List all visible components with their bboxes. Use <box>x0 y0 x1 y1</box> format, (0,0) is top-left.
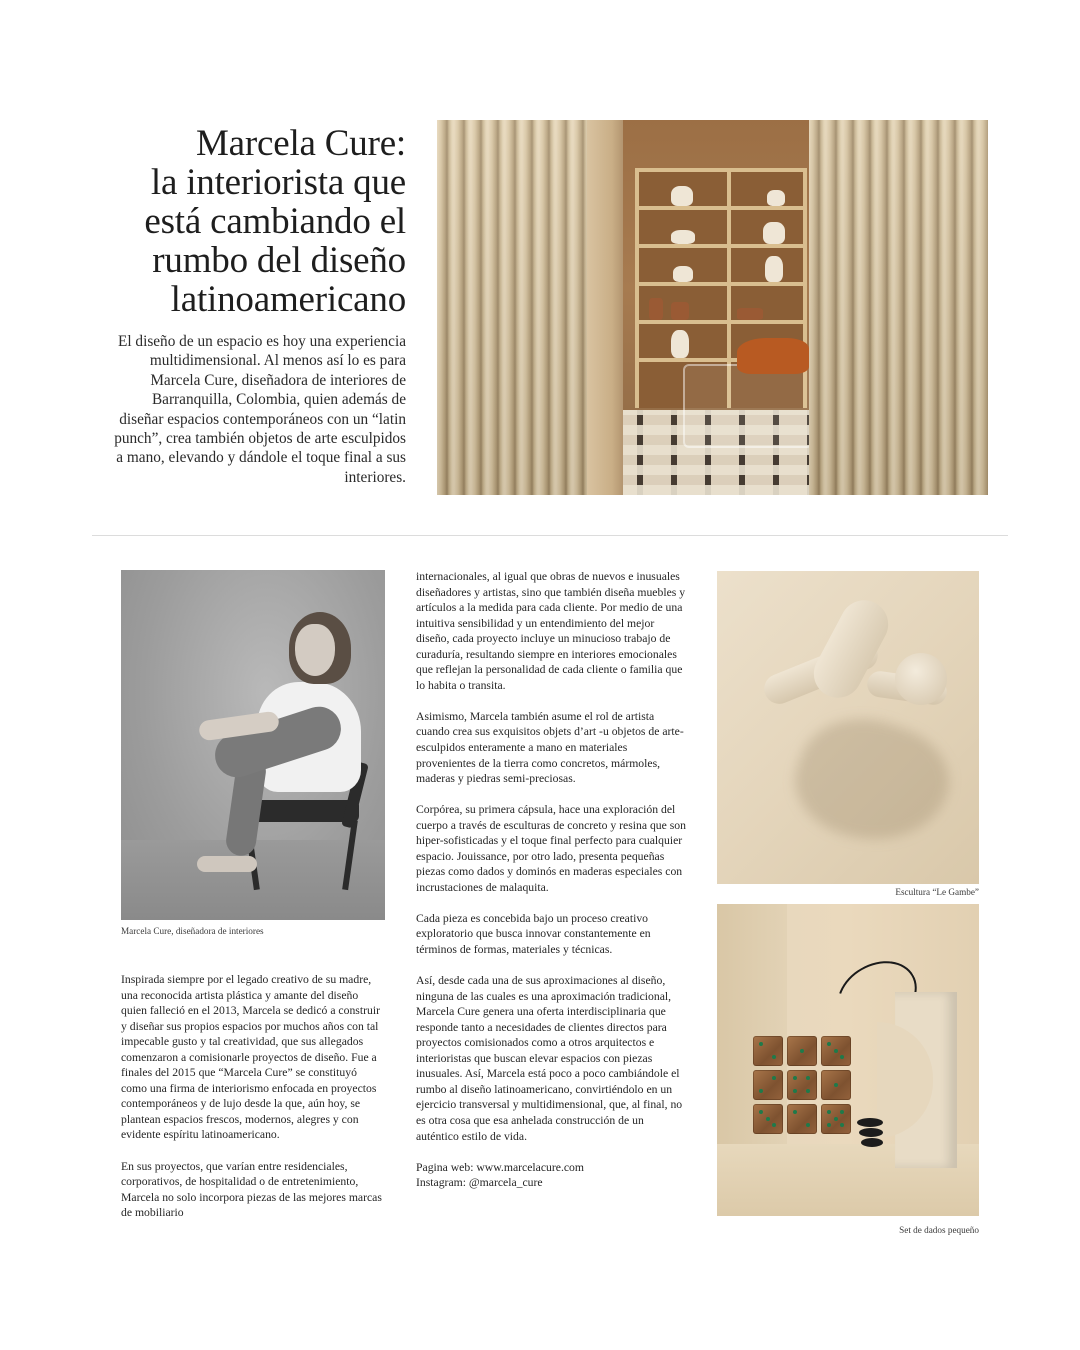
instagram-handle[interactable]: Instagram: @marcela_cure <box>416 1176 543 1190</box>
text-column-1 <box>121 972 385 1236</box>
portrait-photo <box>121 570 385 920</box>
dice-set-photo <box>717 904 979 1216</box>
article-intro: El diseño de un espacio es hoy una experiencia multidimensional. Al menos así lo es para Marcela Cure, diseñadora de interiores de Barranquilla, Colombia, quien además de diseñar espacios contemporáneos con un “latin punch”, crea también objetos de arte esculpidos a mano, elevando y dándole el toque final a sus interiores. <box>114 333 406 486</box>
curtain-right <box>809 120 988 495</box>
paragraph: Así, desde cada una de sus aproximaciones al diseño, ninguna de las cuales es una aproximación tradicional, Marcela Cure genera una oferta interdisciplinaria que responde tanto a necesidades de clientes directos para proyectos comisionados como a otros arquitectos e interioristas que buscan elevar espacios con piezas inusuales. Así, Marcela está poco a poco cambiándole el rumbo al diseño latinoamericano, convirtiéndolo en un ejercicio transversal y multidimensional, que, al final, no es otra cosa que esa anhelada construcción de un auténtico estilo de vida. <box>416 974 683 1143</box>
title-line: rumbo del diseño <box>152 240 406 281</box>
portrait-caption: Marcela Cure, diseñadora de interiores <box>121 926 264 936</box>
paragraph: Inspirada siempre por el legado creativo de su madre, una reconocida artista plástica y amante del diseño quien falleció en el 2013, Marcela se dedicó a construir y diseñar sus propios espacios por muchos años con tal impecable gusto y tal creatividad, que sus allegados comenzaron a comisionarle proyectos de diseño. Fue a finales del 2015 que “Marcela Cure” se constituyó como una firma de interiorismo enfocada en proyectos contemporáneos y de lujo desde la que, aún hoy, se plantean espacios frescos, modernos, alegres y con evidente espíritu latinoamericano. <box>121 973 380 1142</box>
paragraph: Corpórea, su primera cápsula, hace una exploración del cuerpo a través de esculturas de concreto y resina que son hiper-sofisticadas y el toque final perfecto para cualquier espacio. Jouissance, por otro lado, presenta pequeñas piezas como dados y dominós en maderas especiales con incrustaciones de malaquita. <box>416 803 686 894</box>
paragraph: En sus proyectos, que varían entre residenciales, corporativos, de hospitalidad o de entretenimiento, Marcela no solo incorpora piezas de las mejores marcas de mobiliario <box>121 1159 382 1220</box>
title-line: latinoamericano <box>170 279 406 320</box>
hero-interior-image <box>437 120 988 495</box>
sculpture-caption: Escultura “Le Gambe” <box>895 887 979 897</box>
article-title <box>100 124 406 319</box>
paragraph: internacionales, al igual que obras de nuevos e inusuales diseñadores y artistas, sino que también diseña muebles y artículos a la medida para cada cliente. Por medio de una intuitiva sensibilidad y un entendimiento del mejor diseño, cada proyecto incluye un minucioso trabajo de curaduría, resultando siempre en interiores emocionales que reflejan la personalidad de cada cliente o familia que lo habita o transita. <box>416 570 686 692</box>
paragraph: Asimismo, Marcela también asume el rol de artista cuando crea sus exquisitos objets d’art -u objetos de arte- esculpidos enteramente a mano en materiales provenientes de la tierra como concretos, mármoles, maderas y piedras semi-preciosas. <box>416 709 684 786</box>
sculpture-photo <box>717 571 979 884</box>
dice-caption: Set de dados pequeño <box>899 1225 979 1235</box>
curtain-left <box>437 120 587 495</box>
title-line: Marcela Cure: <box>195 123 406 164</box>
room-with-shelves <box>587 120 809 495</box>
website-link[interactable]: Pagina web: www.marcelacure.com <box>416 1160 584 1174</box>
section-divider <box>92 535 1008 536</box>
paragraph: Cada pieza es concebida bajo un proceso creativo exploratorio que busca innovar constantemente en términos de formas, materiales y técnicas. <box>416 911 651 956</box>
title-line: la interiorista que <box>150 162 406 203</box>
text-column-2 <box>416 569 686 1191</box>
title-line: está cambiando el <box>144 201 406 242</box>
